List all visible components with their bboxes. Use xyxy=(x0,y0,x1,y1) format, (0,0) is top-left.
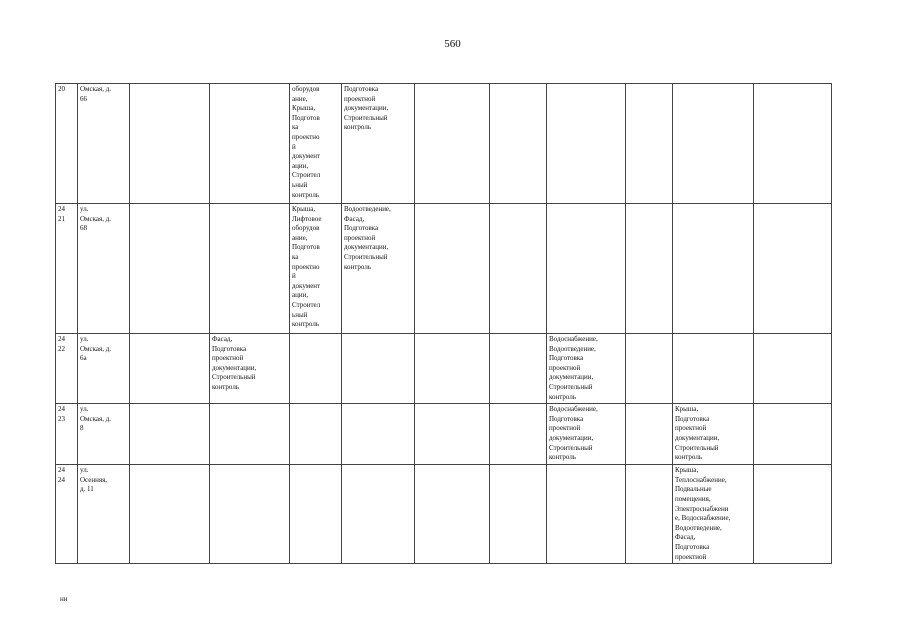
table-cell xyxy=(210,84,290,204)
row-number-cell: 24 22 xyxy=(56,334,78,404)
table-cell xyxy=(415,84,490,204)
table-cell xyxy=(342,334,415,404)
row-number-cell: 24 23 xyxy=(56,404,78,465)
table-cell xyxy=(490,404,547,465)
table-cell xyxy=(415,334,490,404)
row-number-cell: 20 xyxy=(56,84,78,204)
table-cell xyxy=(547,84,626,204)
table-cell xyxy=(754,334,832,404)
table-cell xyxy=(342,465,415,564)
table-cell xyxy=(130,84,210,204)
table-cell xyxy=(130,204,210,334)
address-cell: ул. Омская, д. 68 xyxy=(78,204,130,334)
table-cell xyxy=(490,334,547,404)
table-cell xyxy=(754,84,832,204)
table-cell xyxy=(754,465,832,564)
table-cell xyxy=(210,465,290,564)
table-cell: Водоснабжение, Подготовка проектной документации, Строительный контроль xyxy=(547,404,626,465)
table-cell xyxy=(290,334,342,404)
table-cell xyxy=(626,334,673,404)
table-cell xyxy=(626,84,673,204)
footer-mark: нн xyxy=(60,595,68,603)
table-cell xyxy=(754,404,832,465)
table-cell: Крыша, Подготовка проектной документации, Строительный контроль xyxy=(673,404,754,465)
row-number-cell: 24 24 xyxy=(56,465,78,564)
table-cell xyxy=(626,404,673,465)
table-cell xyxy=(626,465,673,564)
table-cell xyxy=(415,404,490,465)
table-cell xyxy=(415,204,490,334)
table-cell xyxy=(490,204,547,334)
table-cell xyxy=(130,465,210,564)
table-row xyxy=(56,465,832,564)
table-cell: оборудов ание, Крыша, Подготов ка проектно й документ ации, Строител ьный контроль xyxy=(290,84,342,204)
table-cell xyxy=(673,84,754,204)
address-cell: ул. Омская, д. 8 xyxy=(78,404,130,465)
table-row xyxy=(56,334,832,404)
table-cell: Подготовка проектной документации, Строительный контроль xyxy=(342,84,415,204)
table-row xyxy=(56,84,832,204)
table-cell: Водоснабжение, Водоотведение, Подготовка проектной документации, Строительный контроль xyxy=(547,334,626,404)
table-cell xyxy=(754,204,832,334)
table-cell: Водоотведение, Фасад, Подготовка проектной документации, Строительный контроль xyxy=(342,204,415,334)
table-cell xyxy=(673,204,754,334)
table-cell xyxy=(490,465,547,564)
table-cell xyxy=(626,204,673,334)
table-cell xyxy=(547,465,626,564)
table-cell xyxy=(415,465,490,564)
table-cell xyxy=(210,404,290,465)
table-cell xyxy=(673,334,754,404)
table-cell: Крыша, Лифтовое оборудов ание, Подготов ка проектно й документ ации, Строител ьный контроль xyxy=(290,204,342,334)
page-number: 560 xyxy=(444,38,461,50)
table-cell xyxy=(130,404,210,465)
table-cell: Крыша, Теплоснабжение, Подвальные помещения, Электроснабжени е, Водоснабжение, Водоотведение, Фасад, Подготовка проектной xyxy=(673,465,754,564)
table-cell xyxy=(342,404,415,465)
table-cell xyxy=(210,204,290,334)
table-row xyxy=(56,204,832,334)
table-cell xyxy=(290,465,342,564)
table-cell xyxy=(490,84,547,204)
row-number-cell: 24 21 xyxy=(56,204,78,334)
table-cell: Фасад, Подготовка проектной документации, Строительный контроль xyxy=(210,334,290,404)
table-cell xyxy=(290,404,342,465)
table-cell xyxy=(130,334,210,404)
table-cell xyxy=(547,204,626,334)
data-table xyxy=(55,83,832,564)
address-cell: ул. Омская, д. 6а xyxy=(78,334,130,404)
table-row xyxy=(56,404,832,465)
address-cell: Омская, д. 66 xyxy=(78,84,130,204)
address-cell: ул. Осенняя, д. 11 xyxy=(78,465,130,564)
